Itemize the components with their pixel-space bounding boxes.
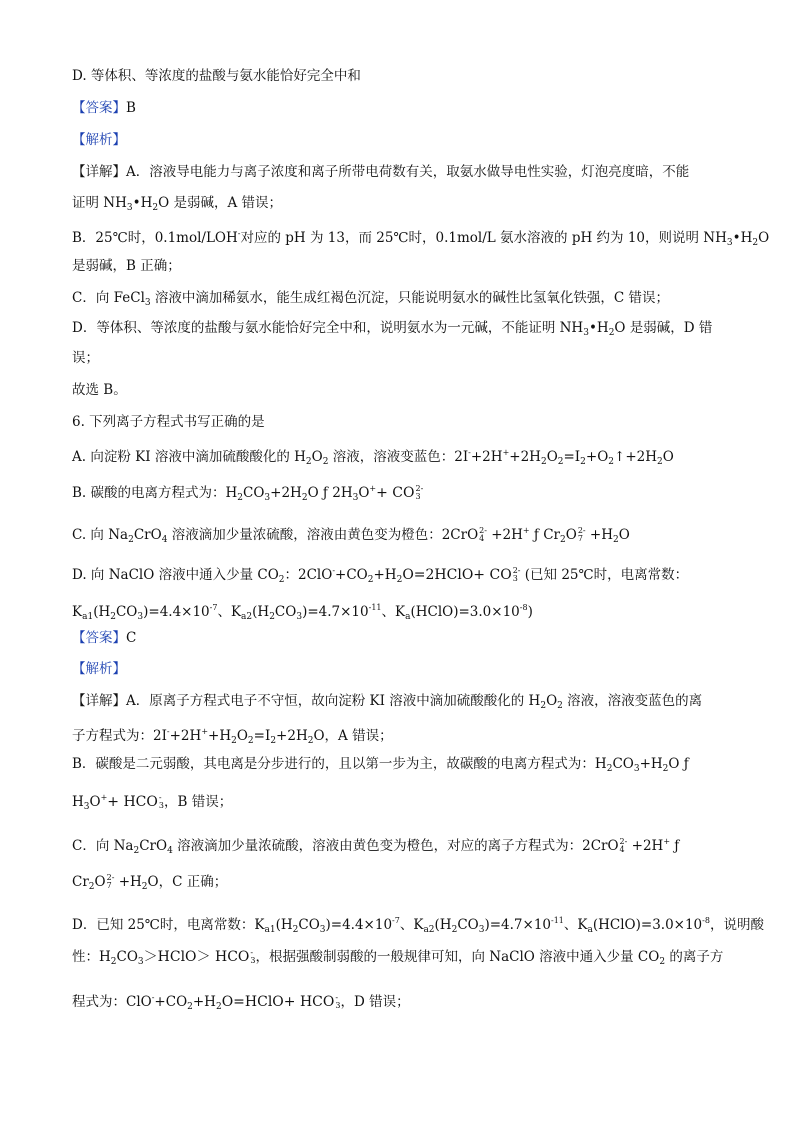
answer-tag: 【答案】	[72, 630, 126, 646]
q6-explanation-b1: B．碳酸是二元弱酸，其电离是分步进行的，且以第一步为主，故碳酸的电离方程式为：$H_2CO_3+H_2O$ ƒ	[72, 756, 689, 774]
q5-explanation-d1: D．等体积、等浓度的盐酸与氨水能恰好完全中和，说明氨水为一元碱，不能证明 $NH_3•H_2O$ 是弱碱，D 错	[72, 320, 713, 338]
q6-explanation-d3: 程式为：$ClO^-+CO_2+H_2O=HClO+$ HCO - 3 ，D 错误；	[72, 993, 410, 1012]
q5-explanation-a1: 【详解】A．溶液导电能力与离子浓度和离子所带电荷数有关，取氨水做导电性实验，灯泡亮度暗，不能	[72, 164, 690, 180]
q6-explanation-c1: C．向 $Na_2CrO_4$ 溶液滴加少量浓硫酸，溶液由黄色变为橙色，对应的离子方程式为：2CrO 2- 4 +2H+ ƒ	[72, 837, 680, 856]
answer-tag: 【答案】	[72, 100, 126, 116]
q5-answer: 【答案】B	[72, 100, 136, 116]
q6-answer: 【答案】C	[72, 630, 137, 646]
q6-option-a: A. 向淀粉 KI 溶液中滴加硫酸酸化的 $H_2O_2$ 溶液，溶液变蓝色：$2I^-+2H^++2H_2O_2=I_2+O_2↑+2H_2O$	[72, 448, 674, 467]
q6-explanation-d2: 性：$H_2CO_3>HClO>$ HCO - 3 ，根据强酸制弱酸的一般规律可知，向 NaClO 溶液中通入少量 $CO_2$ 的离子方	[72, 948, 724, 967]
q6-ionization-constants: $K_{a1}(H_2CO_3)=4.4\times 10^{-7}$、$K_{a2}(H_2CO_3)=4.7\times 10^{-11}$、$K_a(HClO)=3.0\times 10^{-8}$)	[72, 603, 533, 622]
q5-option-d: D. 等体积、等浓度的盐酸与氨水能恰好完全中和	[72, 68, 361, 84]
q6-analysis-tag: 【解析】	[72, 661, 126, 677]
q6-explanation-a2: 子方程式为：$2I^-+2H^++H_2O_2=I_2+2H_2O$，A 错误；	[72, 727, 393, 746]
q5-explanation-d2: 误；	[72, 350, 99, 366]
q6-option-c: C. 向 $Na_2CrO_4$ 溶液滴加少量浓硫酸，溶液由黄色变为橙色：2CrO 2- 4 +2H+ ƒ $Cr_2O$ 2- 7 $+H_2O$	[72, 526, 630, 545]
q6-explanation-c2: $Cr_2O$ 2- 7 $+H_2O$，C 正确；	[72, 873, 228, 892]
q5-explanation-c: C．向 FeCl$_3$ 溶液中滴加稀氨水，能生成红褐色沉淀，只能说明氨水的碱性比氢氧化铁强，C 错误；	[72, 290, 670, 308]
q5-explanation-b2: 是弱碱，B 正确；	[72, 258, 181, 274]
q6-explanation-b2: $H_3O^++$ HCO - 3 ，B 错误；	[72, 793, 233, 812]
q5-analysis-tag: 【解析】	[72, 132, 126, 148]
q6-explanation-d1: D．已知 25℃时，电离常数：$K_{a1}(H_2CO_3)=4.4\times 10^{-7}$、$K_{a2}(H_2CO_3)=4.7\times 10^{-11}$、$K_a(HClO)=3.0\times 10^{-8}$，说明酸	[72, 916, 764, 935]
q6-option-d: D. 向 NaClO 溶液中通入少量 $CO_2$：$2ClO^-+CO_2+H_2O=2HClO+$ CO 2- 3 (已知 25℃时，电离常数：	[72, 566, 689, 585]
q5-explanation-a2: 证明 $NH_3•H_2O$ 是弱碱，A 错误；	[72, 195, 283, 213]
q5-explanation-b1: B．25℃时，0.1mol/LOH-对应的 pH 为 13，而 25℃时，0.1mol/L 氨水溶液的 pH 约为 10，则说明 $NH_3•H_2O$	[72, 229, 770, 248]
q6-option-b: B. 碳酸的电离方程式为：$H_2CO_3+2H_2O$ ƒ $2H_3O^++$ CO 2- 3	[72, 484, 424, 503]
q6-explanation-a1: 【详解】A．原离子方程式电子不守恒，故向淀粉 KI 溶液中滴加硫酸酸化的 $H_2O_2$ 溶液，溶液变蓝色的离	[72, 693, 703, 711]
q5-conclusion: 故选 B。	[72, 382, 127, 398]
q6-stem: 6. 下列离子方程式书写正确的是	[72, 414, 265, 430]
